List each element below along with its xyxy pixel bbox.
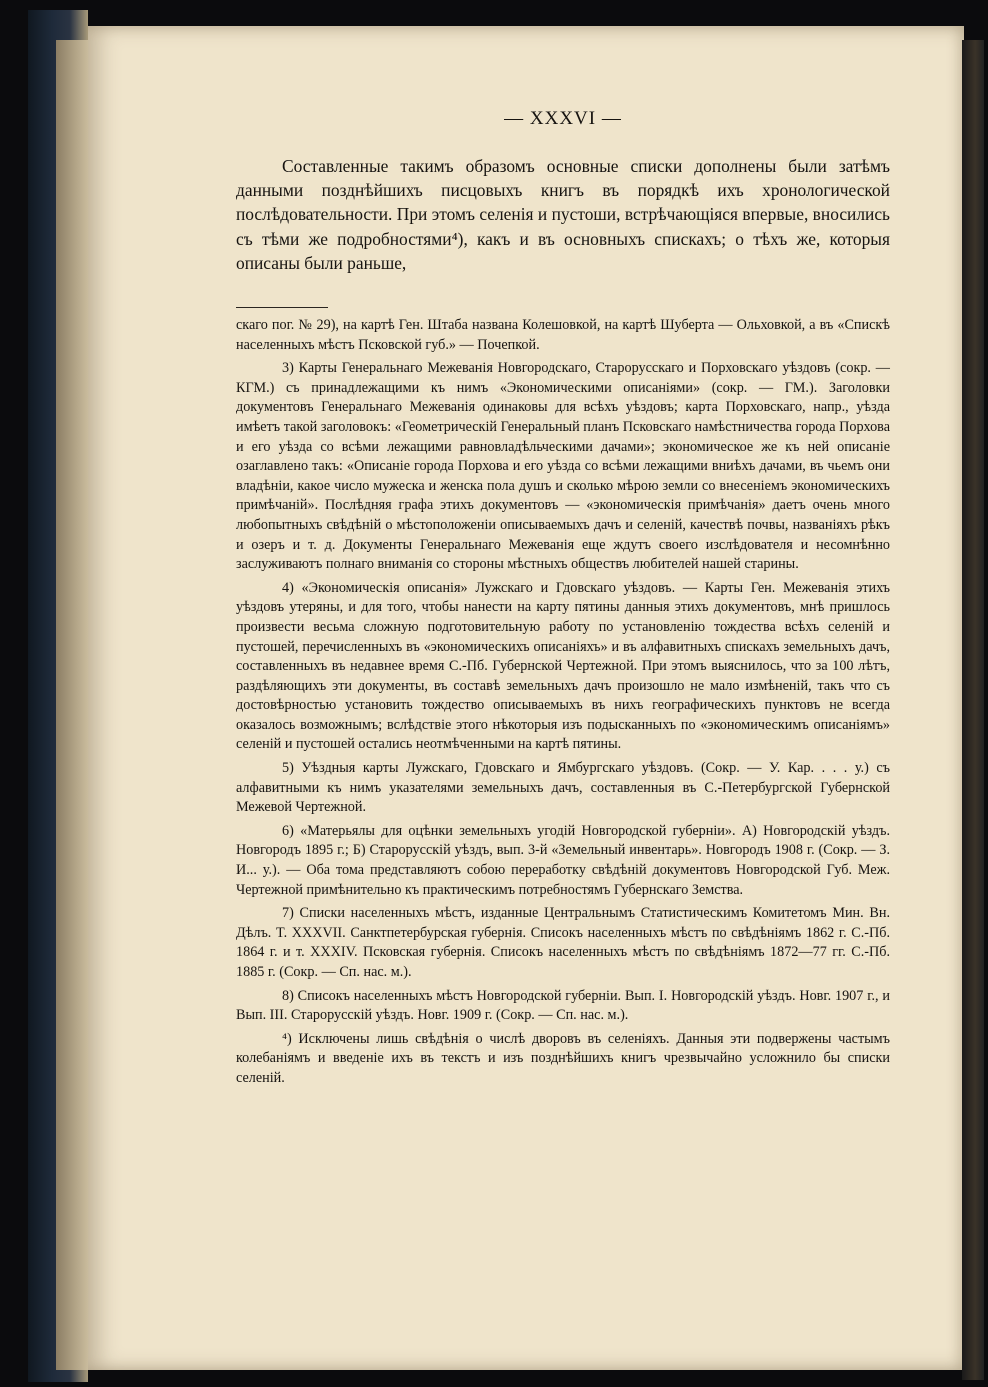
footnote-page-4: ⁴) Исключены лишь свѣдѣнія о числѣ дворовъ въ селеніяхъ. Данныя эти подвержены частымъ колебаніямъ и введеніе ихъ въ текстъ и изъ позднѣйшихъ книгъ чрезвычайно усложнило бы списки селеній. (236, 1030, 890, 1086)
footnote-divider (236, 307, 328, 308)
page-content (236, 108, 890, 1093)
footnotes-block (236, 316, 890, 1089)
main-text-block (236, 154, 890, 275)
footnote-continuation: скаго пог. № 29), на картѣ Ген. Штаба названа Колешовкой, на картѣ Шуберта — Ольховкой, а въ «Спискѣ населенныхъ мѣстъ Псковской губ.» — Почепкой. (236, 317, 890, 353)
footnote-7: 7) Списки населенныхъ мѣстъ, изданные Центральнымъ Статистическимъ Комитетомъ Мин. Вн. Дѣлъ. T. XXXVII. Санктпетербурская губернія. Списокъ населенныхъ мѣстъ по свѣдѣніямъ 1862 г. С.-Пб. 1864 г. и т. XXXIV. Псковская губернія. Списокъ населенныхъ мѣстъ по свѣдѣніямъ 1872—77 гг. С.-Пб. 1885 г. (Сокр. — Сп. нас. м.). (236, 905, 890, 981)
footnote-6: 6) «Матерьялы для оцѣнки земельныхъ угодій Новгородской губерніи». А) Новгородскій уѣздъ. Новгородъ 1895 г.; Б) Старорусскій уѣздъ, вып. 3-й «Земельный инвентарь». Новгородъ 1908 г. (Сокр. — З. И... у.). — Оба тома представляютъ собою переработку свѣдѣній документовъ Новгородской Губ. Меж. Чертежной примѣнительно къ практическимъ потребностямъ Губернскаго Земства. (236, 822, 890, 898)
page-edge-right (962, 40, 984, 1380)
main-paragraph: Составленные такимъ образомъ основные списки дополнены были затѣмъ данными позднѣйшихъ писцовыхъ книгъ въ порядкѣ ихъ хронологической послѣдовательности. При этомъ селенія и пустоши, встрѣчающіяся впервые, вносились съ тѣми же подробностями⁴), какъ и въ основныхъ спискахъ; о тѣхъ же, которыя описаны были раньше, (236, 156, 890, 273)
page-number: — XXXVI — (504, 108, 622, 129)
footnote-3: 3) Карты Генеральнаго Межеванія Новгородскаго, Старорусскаго и Порховскаго уѣздовъ (сокр. — КГМ.) съ принадлежащими къ нимъ «Экономическими описаніями» (сокр. — ГМ.). Заголовки документовъ Генеральнаго Межеванія одинаковы для всѣхъ уѣздовъ; карта Порховскаго, напр., уѣзда имѣетъ такой заголовокъ: «Геометрическій Генеральный планъ Псковскаго намѣстничества города Порхова и его уѣзда со всѣми лежащими равновладѣльческими дачами»; экономическое же къ ней описаніе озаглавлено такъ: «Описаніе города Порхова и его уѣзда со всѣми лежащими вниѣхъ дачами, въ чьемъ они владѣніи, какое число мужеска и женска пола душъ и сколько мѣрою земли со внесеніемъ экономическихъ примѣчаній». Послѣдняя графа этихъ документовъ — «экономическія примѣчанія» даетъ очень много любопытныхъ свѣдѣній о мѣстоположеніи описываемыхъ дачъ и селеній, качествѣ почвы, названіяхъ рѣкъ и озеръ и т. д. Документы Генеральнаго Межеванія еще ждутъ своего изслѣдователя и несомнѣнно заслуживаютъ полнаго вниманія со стороны мѣстныхъ обществъ любителей нашей старины. (236, 360, 890, 573)
footnote-4: 4) «Экономическія описанія» Лужскаго и Гдовскаго уѣздовъ. — Карты Ген. Межеванія этихъ уѣздовъ утеряны, и для того, чтобы нанести на карту пятины данныя этихъ документовъ, мнѣ пришлось произвести весьма сложную подготовительную работу по установленію тождества всѣхъ селеній и пустошей, перечисленныхъ въ «экономическихъ описаніяхъ» и въ алфавитныхъ спискахъ земельныхъ дачъ, составленныхъ въ недавнее время С.-Пб. Губернской Чертежной. При этомъ выяснилось, что за 100 лѣтъ, раздѣляющихъ эти документы, въ составѣ земельныхъ дачъ произошло не мало измѣненій, такъ что съ достовѣрностью установить тождество описываемыхъ въ нихъ географическихъ пунктовъ не всегда оказалось возможнымъ; вслѣдствіе этого нѣкоторыя изъ подысканныхъ по «экономическимъ описаніямъ» селеній и пустошей остались неотмѣченными на картѣ пятины. (236, 579, 890, 753)
footnote-5: 5) Уѣздныя карты Лужскаго, Гдовскаго и Ямбургскаго уѣздовъ. (Сокр. — У. Кар. . . . у.) съ алфавитными къ нимъ указателями земельныхъ дачъ, составленныя въ С.-Петербургской Губернской Межевой Чертежной. (236, 760, 890, 816)
footnote-8: 8) Списокъ населенныхъ мѣстъ Новгородской губерніи. Вып. I. Новгородскій уѣздъ. Новг. 1907 г., и Вып. III. Старорусскій уѣздъ. Новг. 1909 г. (Сокр. — Сп. нас. м.). (236, 987, 890, 1024)
